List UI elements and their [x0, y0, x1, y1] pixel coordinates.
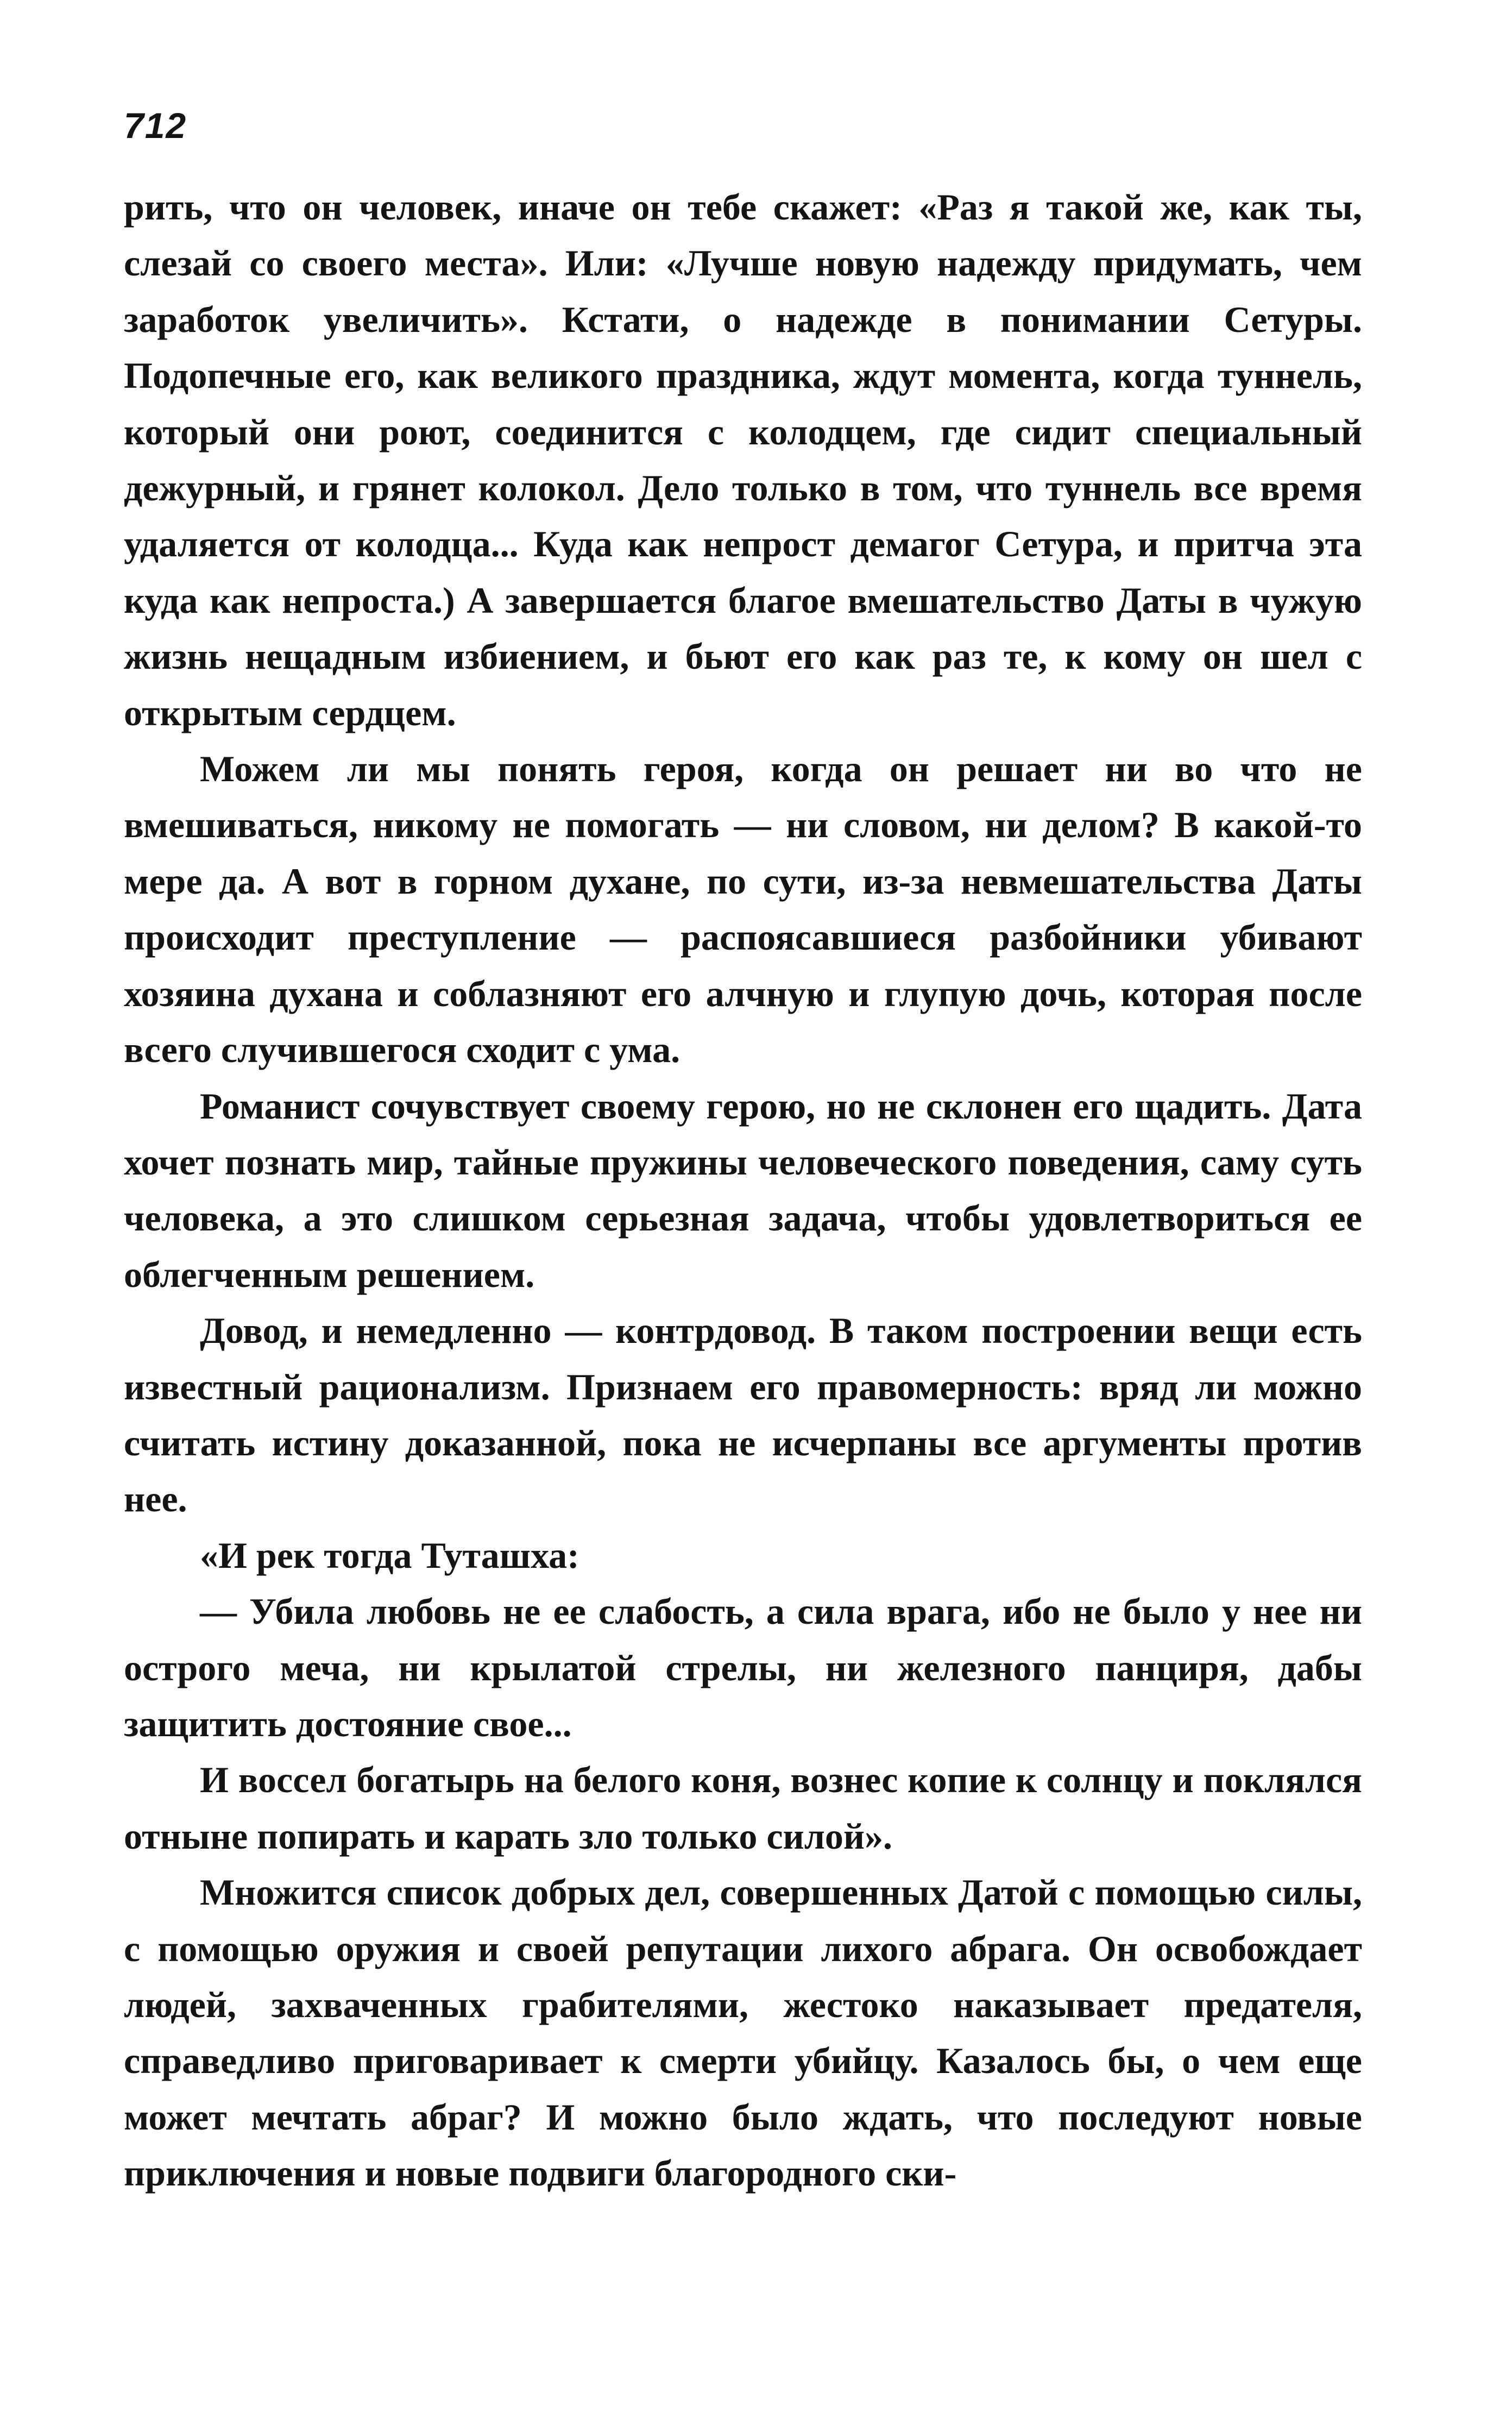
- body-text: [124, 179, 1362, 2202]
- paragraph-5: «И рек тогда Туташха:: [200, 1534, 579, 1576]
- paragraph-1: рить, что он человек, иначе он тебе скажет: «Раз я такой же, как ты, слезай со своего места». Или: «Лучше новую надежду придумать, чем заработок увеличить». Кстати, о надежде в понимании Сетуры. Подопечные его, как великого праздника, ждут момента, когда туннель, который они роют, соединится с колодцем, где сидит специальный дежурный, и грянет колокол. Дело только в том, что туннель все время удаляется от колодца... Куда как непрост демагог Сетура, и притча эта куда как непроста.) А завершается благое вмешательство Даты в чужую жизнь нещадным избиением, и бьют его как раз те, к кому он шел с открытым сердцем.: [124, 186, 1362, 733]
- paragraph-4: Довод, и немедленно — контрдовод. В таком построении вещи есть известный рационализм. Признаем его правомерность: вряд ли можно считать истину доказанной, пока не исчерпаны все аргументы против нее.: [124, 1310, 1362, 1520]
- page-number: 712: [124, 105, 187, 146]
- paragraph-3: Романист сочувствует своему герою, но не склонен его щадить. Дата хочет познать мир, тайные пружины человеческого поведения, саму суть человека, а это слишком серьезная задача, чтобы удовлетвориться ее облегченным решением.: [124, 1085, 1362, 1295]
- paragraph-8: Множится список добрых дел, совершенных Датой с помощью силы, с помощью оружия и своей репутации лихого абрага. Он освобождает людей, захваченных грабителями, жестоко наказывает предателя, справедливо приговаривает к смерти убийцу. Казалось бы, о чем еще может мечтать абраг? И можно было ждать, что последуют новые приключения и новые подвиги благородного ски-: [124, 1871, 1362, 2194]
- paragraph-7: И воссел богатырь на белого коня, вознес копие к солнцу и поклялся отныне попирать и карать зло только силой».: [124, 1759, 1362, 1857]
- paragraph-6: — Убила любовь не ее слабость, а сила врага, ибо не было у нее ни острого меча, ни крылатой стрелы, ни железного панциря, дабы защитить достояние свое...: [124, 1591, 1362, 1744]
- paragraph-2: Можем ли мы понять героя, когда он решает ни во что не вмешиваться, никому не помогать — ни словом, ни делом? В какой-то мере да. А вот в горном духане, по сути, из-за невмешательства Даты происходит преступление — распоясавшиеся разбойники убивают хозяина духана и соблазняют его алчную и глупую дочь, которая после всего случившегося сходит с ума.: [124, 748, 1362, 1071]
